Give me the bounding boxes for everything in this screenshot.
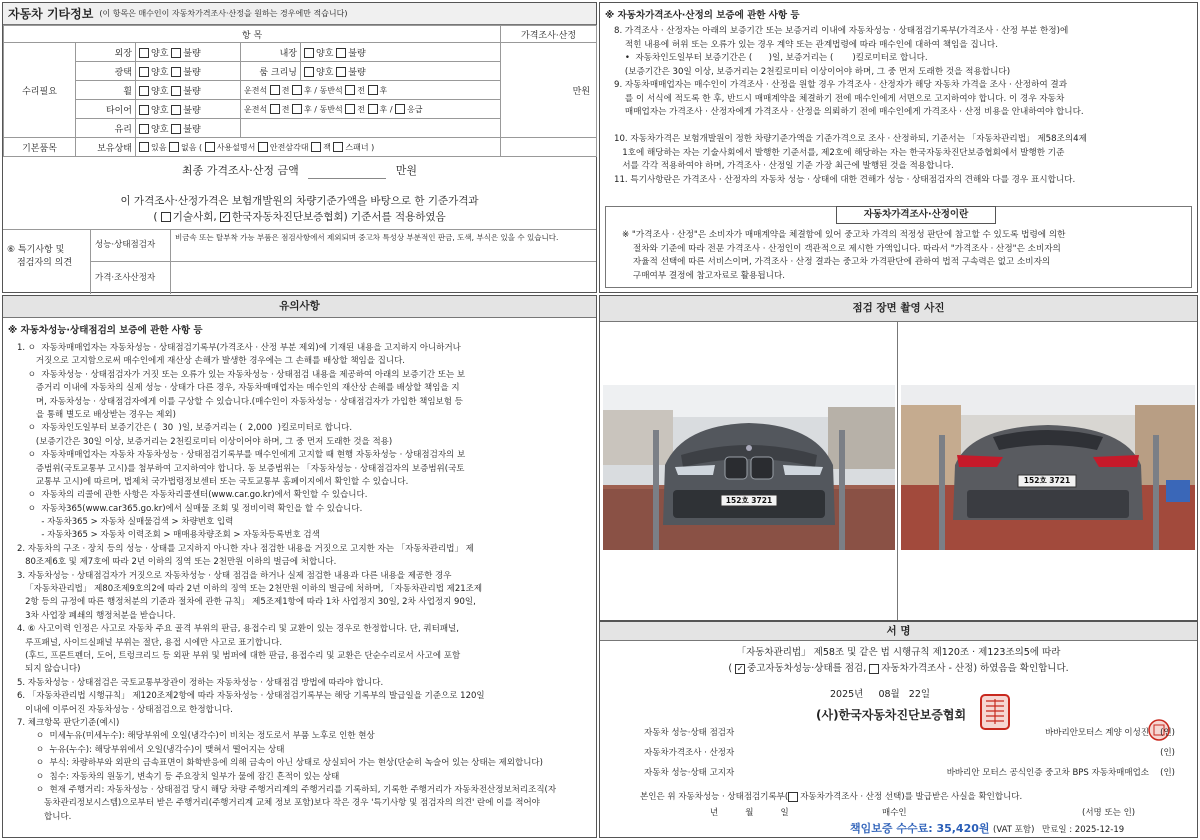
text-line: - 자동차365 > 자동차 실매물검색 > 차량번호 입력 <box>17 517 234 528</box>
text-line: 「자동차관리법」 제80조제9호의2에 따라 2년 이하의 징역 또는 2천만원 이하의 벌금에 처하며, 「자동차관리법 제21조제 <box>17 584 483 595</box>
price-warranty-title: ※ 자동차가격조사·산정의 보증에 관한 사항 등 <box>605 10 800 21</box>
notice-title: 유의사항 <box>3 296 596 318</box>
text-line: 10. 자동차가격은 보험개발원이 정한 차량기준가액을 기준가격으로 조사 · 산정하되, 기준서는 「자동차관리법」 제58조의4제 <box>614 134 1087 144</box>
checkbox[interactable] <box>169 142 179 152</box>
text-line: 거짓으로 고지함으로써 매수인에게 재산상 손해가 발생한 경우에는 그 손해를 배상할 책임을 집니다. <box>17 356 405 367</box>
basic-items-label: 기본품목 <box>4 138 76 157</box>
checkbox[interactable] <box>171 105 181 115</box>
text-line: 되지 않습니다) <box>17 664 81 675</box>
checkbox[interactable] <box>311 142 321 152</box>
final-price-row: 최종 가격조사·산정 금액 만원 <box>181 164 417 177</box>
checkbox[interactable] <box>258 142 268 152</box>
section-subtitle: (이 항목은 매수인이 자동차가격조사·산정을 원하는 경우에만 적습니다) <box>99 9 348 18</box>
checkbox[interactable] <box>139 48 149 58</box>
text-line: ㅇ 침수: 자동차의 원동기, 변속기 등 주요장치 일부가 물에 잠긴 흔적이 있는 상태 <box>17 771 340 782</box>
sign-row-value: 바바리안 모터스 공식인증 중고차 BPS 자동차매매업소 <box>946 768 1149 778</box>
fee-line: 책임보증 수수료: 35,420원 (VAT 포함) 만료일 : 2025-12-19 <box>850 822 1125 835</box>
price-warranty-text <box>600 25 1197 187</box>
buyer-label: 매수인 <box>882 808 907 818</box>
checkbox[interactable] <box>171 67 181 77</box>
section-header <box>3 3 596 25</box>
text-line: 동차관리정보시스템)으로부터 받은 주행거리(주행거리계 교체 정보 포함)보다 작은 경우 '특기사항 및 점검자의 의견' 란에 이를 적어야 <box>17 798 540 809</box>
repair-table: 항 목 가격조사·산정 수리필요 외장 양호 불량 내장 양호 불량 만원 광택 양호 불량 룸 크리닝 양호 불량 휠 양호 불량 운전석 전 후 / 동반석 전 후 타이어 양호 불량 운전석 전 후 / 동반석 전 후 / 응급 유리 양호 불량 기본품목 보유상태 있음 없음 ( 사용설명서 안전삼각대 잭 스패너 ) <box>3 25 597 157</box>
buyer-date: 년 월 일 <box>710 808 789 818</box>
notice-subtitle: ※ 자동차성능·상태점검의 보증에 관한 사항 등 <box>8 325 203 336</box>
signature-section <box>599 621 1198 838</box>
checkbox[interactable] <box>336 67 346 77</box>
inspector-opinion: 비금속 또는 탈부착 가능 부품은 점검사항에서 제외되며 중고차 특성상 부분적인 판금, 도색, 부식은 있을 수 있습니다. <box>171 230 596 262</box>
checkbox[interactable] <box>139 86 149 96</box>
sign-org: (사)한국자동차진단보증협회 <box>816 708 967 722</box>
checkbox[interactable] <box>336 48 346 58</box>
checkbox[interactable] <box>171 48 181 58</box>
text-line: • 자동차인도일부터 보증기간은 ( )일, 보증거리는 ( )킬로미터로 합니다. <box>614 53 928 63</box>
price-warranty-section <box>599 2 1198 293</box>
text-line: 매매업자는 가격조사 · 산정자에게 가격조사 · 산정을 의뢰하기 전에 매수인에게 가격조사 · 산정 비용을 안내하여야 합니다. <box>614 107 1084 117</box>
text-line: ㅇ 부식: 차량하부와 외판의 금속표면이 화학반응에 의해 금속이 아닌 상태로 상실되어 가는 현상(단순히 녹슬어 있는 상태는 제외합니다) <box>17 758 543 769</box>
text-line: 4. ⑥ 사고이력 인정은 사고로 자동차 주요 골격 부위의 판금, 용접수리 및 교환이 있는 경우로 한정합니다. 단, 쿼터패널, <box>17 624 459 635</box>
checkbox[interactable] <box>270 104 280 114</box>
price-unit: 만원 <box>501 43 597 138</box>
notice-text <box>3 342 596 824</box>
row-room-label: 룸 크리닝 <box>241 62 301 81</box>
buyer-sign: (서명 또는 인) <box>1082 808 1136 818</box>
photos-title: 점검 장면 촬영 사진 <box>600 296 1197 322</box>
text-line: 1. ㅇ 자동차매매업자는 자동차성능 · 상태점검기록부(가격조사 · 산정 부분 제외)에 기재된 내용을 고지하지 아니하거나 <box>17 343 461 353</box>
front-plate-text: 152호 3721 <box>725 496 773 505</box>
checkbox[interactable] <box>292 85 302 95</box>
special-notes: ⑥ 특기사항 및 점검자의 의견 성능·상태점검자 비금속 또는 탈부착 가능 부품은 점검사항에서 제외되며 중고차 특성상 부분적인 판금, 도색, 부식은 있을 수 있습니다. 가격·조사산정자 <box>3 229 596 293</box>
text-line: 를 이 서식에 적도록 한 후, 반드시 매매계약을 체결하기 전에 매수인에게 서면으로 고지하여야 합니다. 이 경우 자동차 <box>614 93 1065 104</box>
row-interior-label: 내장 <box>241 43 301 62</box>
basis-line1: 이 가격조사·산정가격은 보험개발원의 차량기준가액을 바탕으로 한 기준가격과 <box>120 195 479 207</box>
signature-title: 서 명 <box>600 622 1197 641</box>
text-line: 며, 자동차성능 · 상태점검자에게 이를 구상할 수 있습니다.(매수인이 자동차성능 · 상태점검자가 가입한 책임보험 등 <box>17 396 463 407</box>
checkbox[interactable]: ✓ <box>736 663 744 673</box>
text-line: 8. 가격조사 · 산정자는 아래의 보증기간 또는 보증거리 이내에 자동차성능 · 상태점검기록부(가격조사 · 산정 부분 한정)에 <box>614 26 1069 36</box>
text-line: 절차와 기준에 따라 전문 가격조사 · 산정인이 객관적으로 제시한 가액입니다. 따라서 "가격조사 · 산정"은 소비자의 <box>622 243 1061 254</box>
checkbox[interactable] <box>171 124 181 134</box>
text-line: 루프패널, 사이드실패널 부위는 절단, 용접 시에만 사고로 표기합니다. <box>17 637 283 648</box>
front-car-image <box>603 385 895 550</box>
text-line: ㅇ 자동차인도일부터 보증기간은 ( 30 )일, 보증거리는 ( 2,000 )킬로미터로 합니다. <box>17 423 353 434</box>
checkbox[interactable] <box>205 142 215 152</box>
rear-car-photo[interactable] <box>901 385 1195 550</box>
text-line: 적힌 내용에 허위 또는 오류가 있는 경우 계약 또는 관계법령에 따라 매수인에 대하여 책임을 집니다. <box>614 39 998 50</box>
checkbox[interactable] <box>139 105 149 115</box>
checkbox[interactable] <box>270 85 280 95</box>
sign-row-seal: (인) <box>1160 728 1175 738</box>
text-line: 9. 자동차매매업자는 매수인이 가격조사 · 산정을 원할 경우 가격조사 · 산정자가 해당 자동차 가격을 조사 · 산정하여 결과 <box>614 80 1068 90</box>
sign-row-seal: (인) <box>1160 748 1175 758</box>
text-line: - 자동차365 > 자동차 이력조회 > 매매용차량조회 > 자동차등록번호 검색 <box>17 530 320 541</box>
row-glass-label: 유리 <box>76 119 136 138</box>
text-line: 3. 자동차성능 · 상태점검자가 거짓으로 자동차성능 · 상태 점검을 하거나 실제 점검한 내용과 다른 내용을 제공한 경우 <box>17 570 452 581</box>
appraiser-label: 가격·조사산정자 <box>91 262 171 294</box>
text-line: 7. 체크항목 판단기준(예시) <box>17 717 120 728</box>
notice-section <box>2 295 597 838</box>
row-interior-options: 양호 불량 <box>301 43 501 62</box>
checkbox[interactable] <box>869 664 879 674</box>
buyer-notice: 본인은 위 자동차성능 · 상태점검기록부( 자동차가격조사 · 산정 선택)를 발급받은 사실을 확인합니다. <box>640 792 1023 802</box>
text-line: ㅇ 자동차365(www.car365.go.kr)에서 실매물 조회 및 정비이력 확인을 할 수 있습니다. <box>17 503 363 514</box>
text-line: 80조제6호 및 제7호에 따라 2년 이하의 징역 또는 2천만원 이하의 벌금에 처합니다. <box>17 557 337 568</box>
final-price-input[interactable] <box>308 163 386 179</box>
sign-row-label: 자동차 성능·상태 고지자 <box>644 768 735 778</box>
text-line: (보증기간은 30일 이상, 보증거리는 2천킬로미터 이상이어야 하며, 그 중 먼저 도래한 것을 적용합니다) <box>614 66 1011 77</box>
photos-section <box>599 295 1198 621</box>
row-exterior-label: 외장 <box>76 43 136 62</box>
row-tire-label: 타이어 <box>76 100 136 119</box>
text-line: 5. 자동차성능 · 상태점검은 국토교통부장관이 정하는 자동차성능 · 상태점검 방법에 따라야 합니다. <box>17 677 384 688</box>
checkbox[interactable] <box>139 124 149 134</box>
price-def-box <box>605 206 1192 288</box>
text-line: 자율적 선택에 따른 서비스이며, 가격조사 · 산정 결과는 중고차 가격판단에 관하여 법적 구속력은 없고 소비자의 <box>622 257 1051 267</box>
row-wheel-label: 휠 <box>76 81 136 100</box>
text-line: ㅇ 미세누유(미세누수): 해당부위에 오일(냉각수)이 비치는 정도로서 부품 노후로 인한 현상 <box>17 731 375 742</box>
sign-row-value: 바바리안모터스 계양 이성진 <box>1045 728 1149 738</box>
text-line: 증거리 이내에 자동차의 실제 성능 · 상태가 다른 경우, 자동차매매업자는 매수인의 재산상 손해를 배상할 책임을 지 <box>17 383 460 394</box>
checkbox[interactable] <box>345 104 355 114</box>
checkbox[interactable] <box>368 104 378 114</box>
repair-label: 수리필요 <box>4 43 76 138</box>
basis-line2: ( 기술사회, ✓ 한국자동차진단보증협회) 기준서를 적용하였음 <box>153 211 446 223</box>
price-def-title: 자동차가격조사·산정이란 <box>836 206 996 224</box>
row-polish-label: 광택 <box>76 62 136 81</box>
org-seal-stamp <box>980 694 1010 730</box>
checkbox[interactable] <box>345 85 355 95</box>
sign-row-seal: (인) <box>1160 768 1175 778</box>
text-line: 3차 사업장 폐쇄의 행정처분을 받습니다. <box>17 610 176 621</box>
sign-date: 2025년 08월 22일 <box>830 689 931 700</box>
text-line: ※ "가격조사 · 산정"은 소비자가 매매계약을 체결함에 있어 중고차 가격의 적정성 판단에 참고할 수 있도록 법령에 의한 <box>622 230 1066 240</box>
text-line: 증범위(국토교통부 고시)를 첨부하여 고지하여야 합니다. 동 보증범위는 「자동차성능 · 상태점검자의 보증범위(국토 <box>17 463 465 474</box>
text-line: 합니다. <box>17 811 72 822</box>
text-line: 이내에 이루어진 자동차성능 · 상태점검으로 한정합니다. <box>17 704 233 715</box>
checkbox[interactable] <box>333 142 343 152</box>
checkbox[interactable] <box>788 792 798 802</box>
text-line: 1호에 해당하는 자는 기술사회에서 발행한 기준서를, 제2호에 해당하는 자는 한국자동차진단보증협회에서 발행한 기준 <box>614 147 1065 158</box>
rear-plate-text: 152호 3721 <box>1023 476 1071 485</box>
checkbox[interactable] <box>304 67 314 77</box>
text-line: 구매여부 결정에 참고자료로 활용됩니다. <box>622 270 785 281</box>
text-line: 6. 「자동차관리법 시행규칙」 제120조제2항에 따라 자동차성능 · 상태점검기록부는 해당 기록부의 발급일을 기준으로 120일 <box>17 691 485 702</box>
col-price-header: 가격조사·산정 <box>501 26 597 43</box>
text-line: 서를 각각 적용하여야 하며, 가격조사 · 산정일 기준 가장 최근에 발행된 것을 적용합니다. <box>614 161 954 171</box>
checkbox[interactable] <box>161 212 171 222</box>
checkbox[interactable] <box>304 48 314 58</box>
vehicle-other-info-section <box>2 2 597 293</box>
rear-car-image <box>901 385 1195 550</box>
text-line: 교통부 고시)에 따르며, 법제처 국가법령정보센터 또는 국토교통부 홈페이지에서 확인할 수 있습니다. <box>17 476 409 487</box>
text-line: 2항 등의 규정에 따른 행정처분의 기준과 절차에 관한 규칙」 제5조제1항에 따라 1차 사업정지 30일, 2차 사업정지 90일, <box>17 597 476 608</box>
sign-line1: 「자동차관리법」 제58조 및 같은 법 시행규칙 제120조 · 제123조의5에 따라 <box>736 647 1061 658</box>
text-line: ㅇ 현재 주행거리: 자동차성능 · 상태점검 당시 해당 차량 주행거리계의 주행거리를 기록하되, 기록한 주행거리가 자동차전산정보처리조직(자 <box>17 784 557 795</box>
checkbox[interactable] <box>139 142 149 152</box>
text-line: (보증기간은 30일 이상, 보증거리는 2천킬로미터 이상이어야 하며, 그 중 먼저 도래한 것을 적용) <box>17 436 393 447</box>
basic-status-label: 보유상태 <box>76 138 136 157</box>
sign-row-label: 자동차가격조사 · 산정자 <box>644 748 735 758</box>
sign-line2: ( ✓ 중고자동차성능·상태를 점검, 자동차가격조사 - 산정) 하였음을 확인합니다. <box>728 663 1069 674</box>
text-line: 11. 특기사항란은 가격조사 · 산정자의 자동차 성능 · 상태에 대한 견해가 성능 · 상태점검자의 견해와 다를 경우 표시합니다. <box>614 174 1076 185</box>
text-line: 2. 자동차의 구조 · 장치 등의 성능 · 상태를 고지하지 아니한 자나 점검한 내용을 거짓으로 고지한 자는 「자동차관리법」 제 <box>17 543 474 554</box>
row-exterior-options: 양호 불량 <box>136 43 241 62</box>
photo-divider <box>897 322 898 620</box>
text-line: ㅇ 자동차의 리콜에 관한 사항은 자동차리콜센터(www.car.go.kr)에서 확인할 수 있습니다. <box>17 490 368 501</box>
inspector-label: 성능·상태점검자 <box>91 230 171 262</box>
text-line: 을 통해 별도로 배상받는 경우는 제외) <box>17 409 176 420</box>
checkbox[interactable] <box>171 86 181 96</box>
checkbox[interactable] <box>139 67 149 77</box>
front-car-photo[interactable] <box>603 385 895 550</box>
text-line <box>614 120 1191 134</box>
checkbox[interactable]: ✓ <box>221 212 229 221</box>
text-line: ㅇ 자동차매매업자는 자동차 자동차성능 · 상태점검기록부를 매수인에게 고지할 때 현행 자동차성능 · 상태점검자의 보 <box>17 450 466 461</box>
text-line: ㅇ 누유(누수): 해당부위에서 오일(냉각수)이 맺혀서 떨어지는 상태 <box>17 744 285 755</box>
text-line: (후드, 프론트펜더, 도어, 트렁크리드 등 외판 부위 및 범퍼에 대한 판금, 용접수리 및 교환은 단순수리로서 사고에 포함 <box>17 650 461 661</box>
checkbox[interactable] <box>395 104 405 114</box>
checkbox[interactable] <box>368 85 378 95</box>
sign-row-label: 자동차 성능·상태 점검자 <box>644 728 735 738</box>
checkbox[interactable] <box>292 104 302 114</box>
col-item-header: 항 목 <box>4 26 501 43</box>
section-title: 자동차 기타정보 <box>8 7 94 21</box>
text-line: ㅇ 자동차성능 · 상태점검자가 거짓 또는 오류가 있는 자동차성능 · 상태점검 내용을 제공하여 아래의 보증기간 또는 보 <box>17 369 466 380</box>
